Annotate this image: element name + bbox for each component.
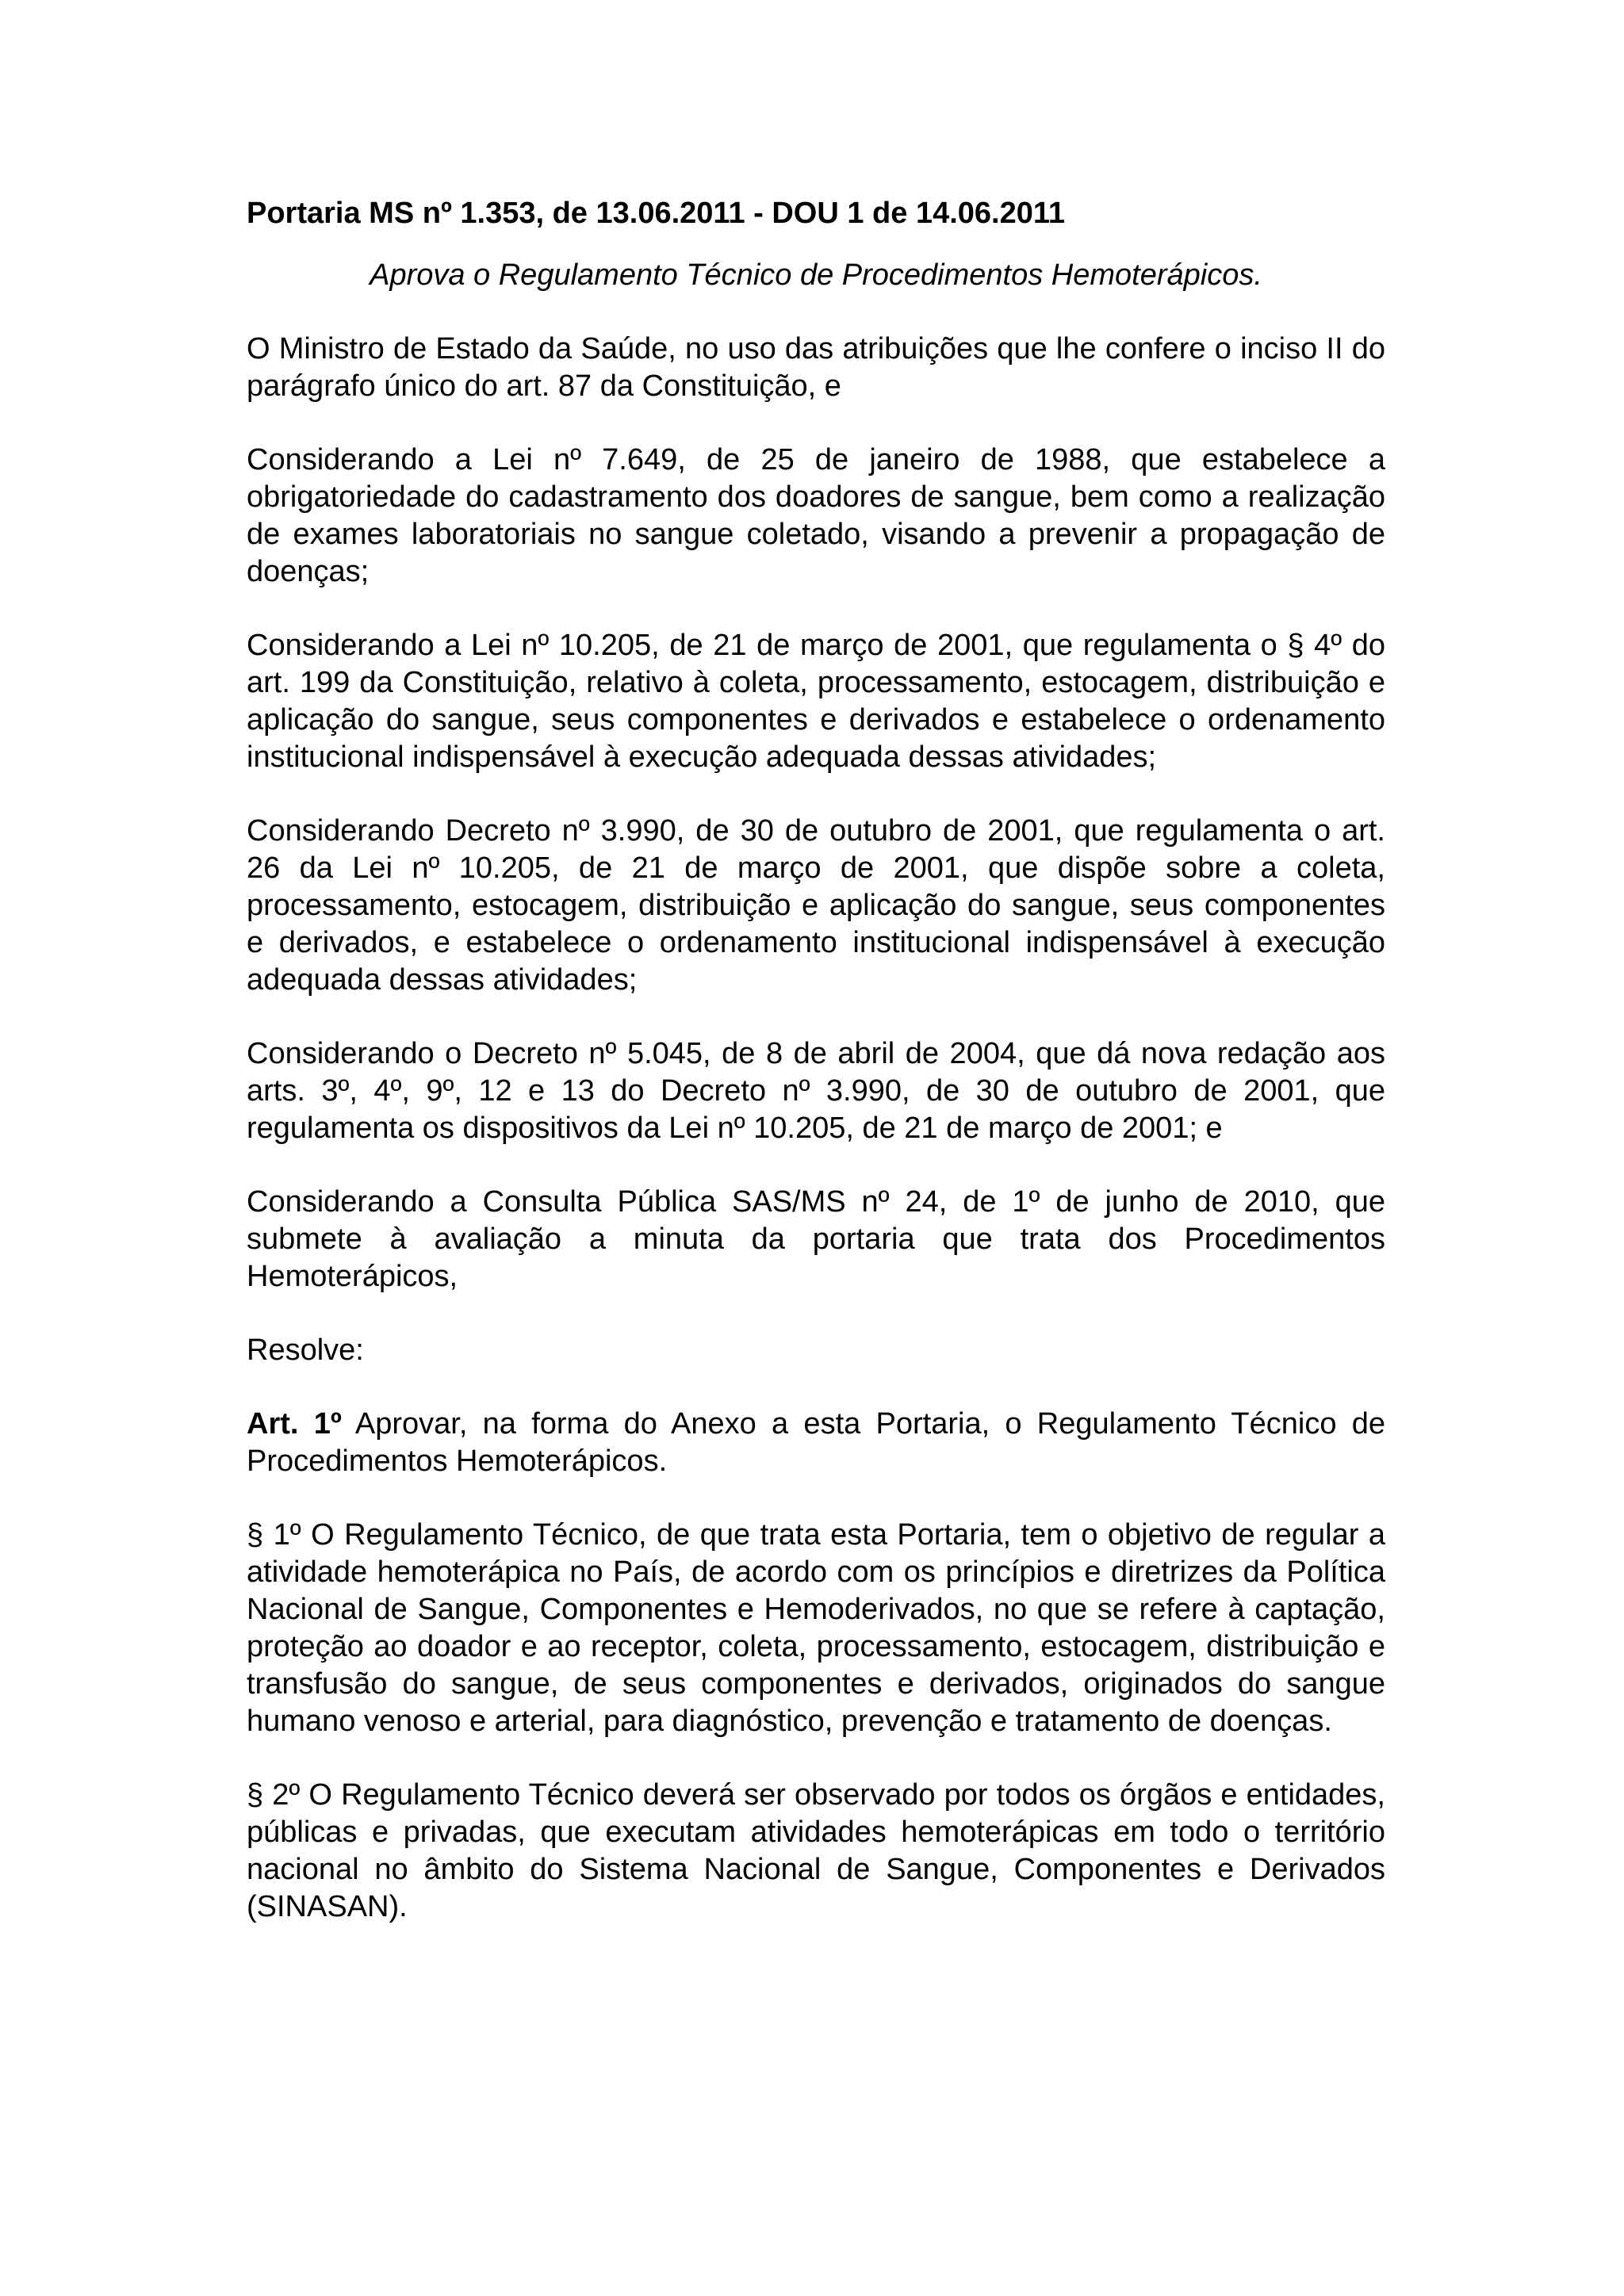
article-1 [247,1406,1385,1480]
considerando-paragraph: Considerando a Lei nº 10.205, de 21 de março de 2001, que regulamenta o § 4º do art. 199 da Constituição, relativo à coleta, processamento, estocagem, distribuição e aplicação do sangue, seus componentes e derivados e estabelece o ordenamento institucional indispensável à execução adequada dessas atividades; [247,629,1385,774]
document-body [247,195,1385,1962]
resolve-label: Resolve: [247,1334,364,1367]
article-1-paragraph-1: § 1º O Regulamento Técnico, de que trata esta Portaria, tem o objetivo de regular a atividade hemoterápica no País, de acordo com os princípios e diretrizes da Política Nacional de Sangue, Componentes e Hemoderivados, no que se refere à captação, proteção ao doador e ao receptor, coleta, processamento, estocagem, distribuição e transfusão do sangue, de seus componentes e derivados, originados do sangue humano venoso e arterial, para diagnóstico, prevenção e tratamento de doenças. [247,1518,1385,1738]
considerando-paragraph: Considerando o Decreto nº 5.045, de 8 de abril de 2004, que dá nova redação aos arts. 3º, 4º, 9º, 12 e 13 do Decreto nº 3.990, de 30 de outubro de 2001, que regulamenta os dispositivos da Lei nº 10.205, de 21 de março de 2001; e [247,1037,1385,1145]
considerando-paragraph: Considerando a Lei nº 7.649, de 25 de janeiro de 1988, que estabelece a obrigatoriedade do cadastramento dos doadores de sangue, bem como a realização de exames laboratoriais no sangue coletado, visando a prevenir a propagação de doenças; [247,443,1385,588]
article-1-label: Art. 1º [247,1407,342,1441]
document-title: Portaria MS nº 1.353, de 13.06.2011 - DOU 1 de 14.06.2011 [247,197,1066,230]
article-1-paragraph-2: § 2º O Regulamento Técnico deverá ser observado por todos os órgãos e entidades, públicas e privadas, que executam atividades hemoterápicas em todo o território nacional no âmbito do Sistema Nacional de Sangue, Componentes e Derivados (SINASAN). [247,1778,1385,1923]
article-1-text: Aprovar, na forma do Anexo a esta Portaria, o Regulamento Técnico de Procedimentos Hemoterápicos. [247,1407,1385,1478]
considerando-paragraph: Considerando a Consulta Pública SAS/MS nº 24, de 1º de junho de 2010, que submete à avaliação a minuta da portaria que trata dos Procedimentos Hemoterápicos, [247,1185,1385,1293]
document-ementa: Aprova o Regulamento Técnico de Procedimentos Hemoterápicos. [370,258,1262,292]
considerando-paragraph: Considerando Decreto nº 3.990, de 30 de outubro de 2001, que regulamenta o art. 26 da Lei nº 10.205, de 21 de março de 2001, que dispõe sobre a coleta, processamento, estocagem, distribuição e aplicação do sangue, seus componentes e derivados, e estabelece o ordenamento institucional indispensável à execução adequada dessas atividades; [247,814,1385,997]
preamble-paragraph: O Ministro de Estado da Saúde, no uso das atribuições que lhe confere o inciso II do parágrafo único do art. 87 da Constituição, e [247,332,1385,403]
